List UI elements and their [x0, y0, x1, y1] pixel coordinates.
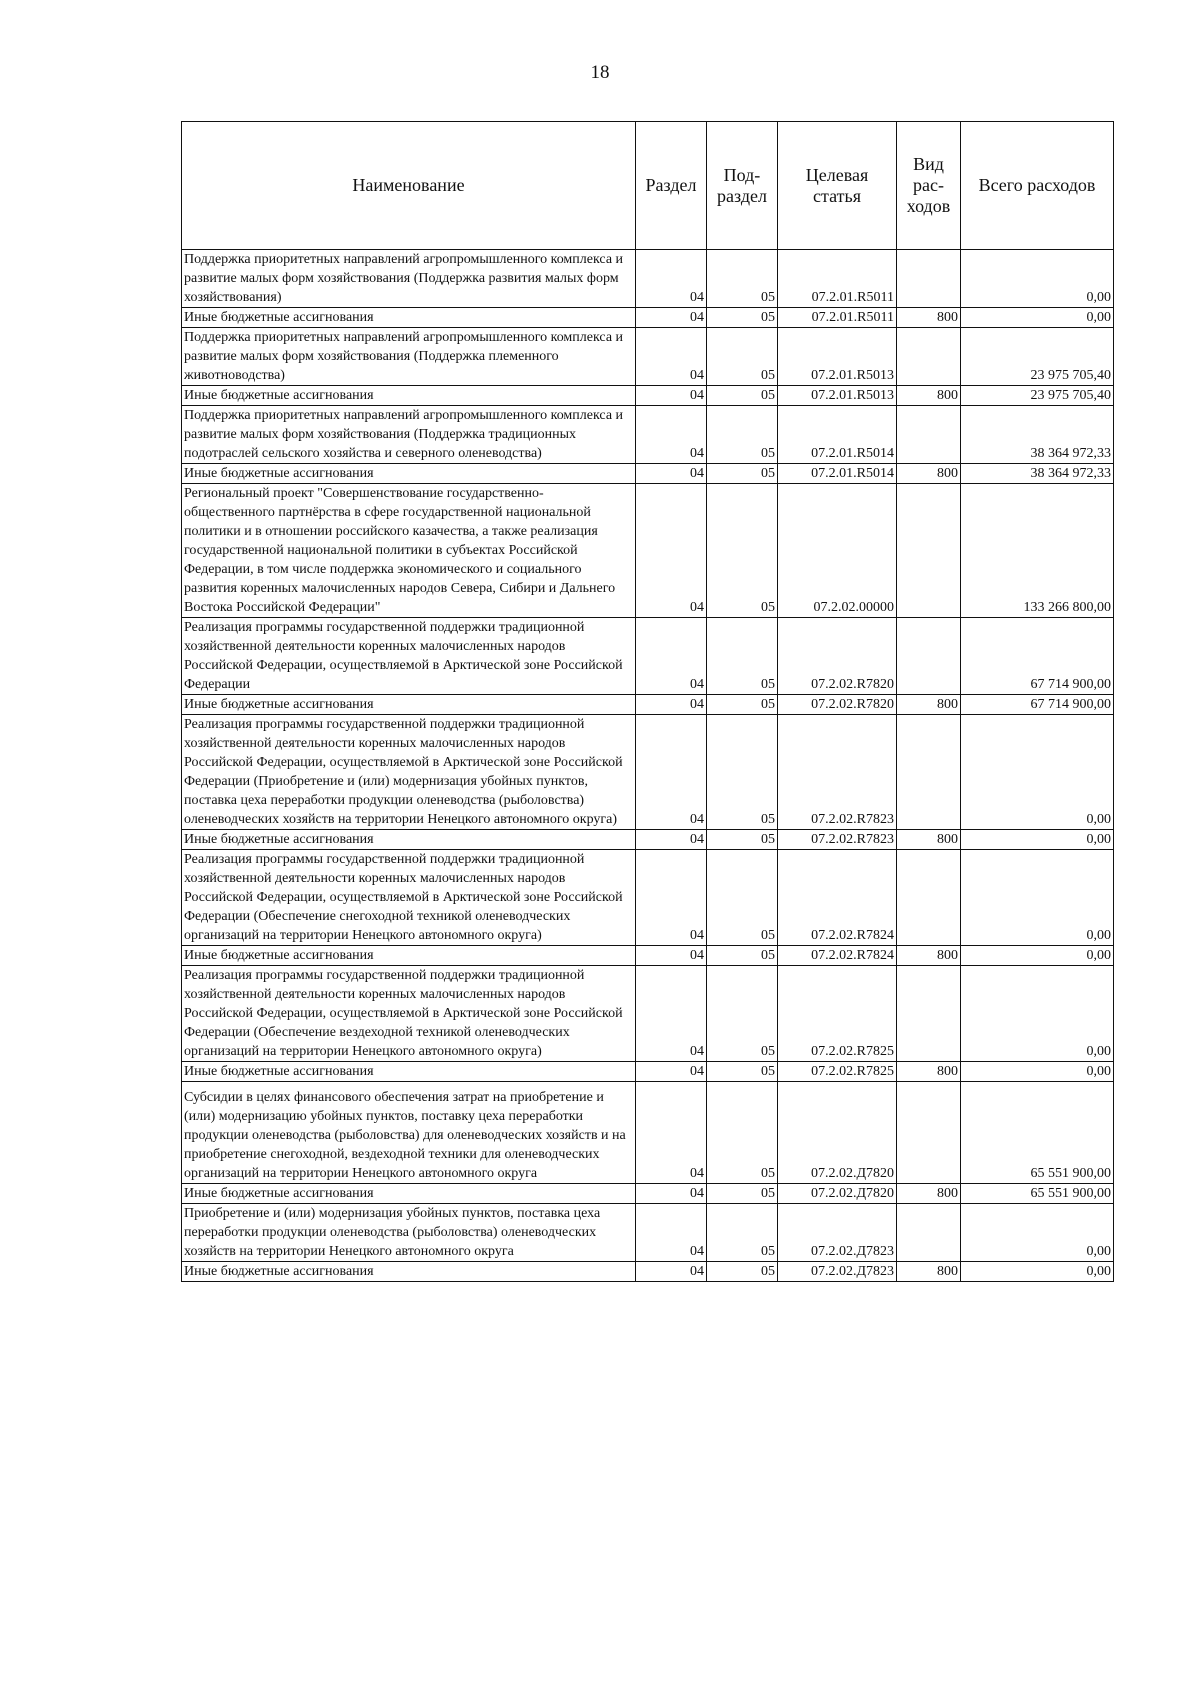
cell-subsection: 05	[707, 1204, 778, 1262]
cell-name: Иные бюджетные ассигнования	[182, 830, 636, 850]
cell-type	[897, 1204, 961, 1262]
cell-section: 04	[636, 1062, 707, 1082]
cell-name: Иные бюджетные ассигнования	[182, 695, 636, 715]
cell-total: 0,00	[961, 966, 1114, 1062]
cell-type	[897, 850, 961, 946]
cell-type: 800	[897, 464, 961, 484]
cell-name: Реализация программы государственной поддержки традиционной хозяйственной деятельности коренных малочисленных народов Российской Федерации, осуществляемой в Арктической зоне Российской Федерации (Обеспечение вездеходной техникой оленеводческих организаций на территории Ненецкого автономного округа)	[182, 966, 636, 1062]
cell-total: 0,00	[961, 946, 1114, 966]
budget-table	[181, 121, 1114, 1282]
cell-total: 23 975 705,40	[961, 386, 1114, 406]
cell-subsection: 05	[707, 1082, 778, 1184]
cell-section: 04	[636, 386, 707, 406]
cell-target: 07.2.01.R5014	[778, 464, 897, 484]
table-row	[182, 1082, 1114, 1184]
cell-type: 800	[897, 946, 961, 966]
cell-subsection: 05	[707, 484, 778, 618]
cell-name: Приобретение и (или) модернизация убойных пунктов, поставка цеха переработки продукции оленеводства (рыболовства) оленеводческих хозяйств на территории Ненецкого автономного округа	[182, 1204, 636, 1262]
table-row	[182, 464, 1114, 484]
cell-target: 07.2.02.R7824	[778, 946, 897, 966]
table-row	[182, 946, 1114, 966]
header-name: Наименование	[182, 122, 636, 250]
cell-total: 65 551 900,00	[961, 1184, 1114, 1204]
cell-total: 0,00	[961, 830, 1114, 850]
cell-total: 65 551 900,00	[961, 1082, 1114, 1184]
cell-subsection: 05	[707, 715, 778, 830]
cell-name: Иные бюджетные ассигнования	[182, 386, 636, 406]
cell-section: 04	[636, 308, 707, 328]
header-target: Целевая статья	[778, 122, 897, 250]
cell-section: 04	[636, 618, 707, 695]
cell-section: 04	[636, 484, 707, 618]
cell-name: Иные бюджетные ассигнования	[182, 1262, 636, 1282]
table-row	[182, 1184, 1114, 1204]
header-subsection: Под-раздел	[707, 122, 778, 250]
table-row	[182, 715, 1114, 830]
table-header	[182, 122, 1114, 250]
cell-name: Иные бюджетные ассигнования	[182, 946, 636, 966]
cell-section: 04	[636, 966, 707, 1062]
cell-subsection: 05	[707, 1262, 778, 1282]
cell-total: 0,00	[961, 850, 1114, 946]
cell-total: 133 266 800,00	[961, 484, 1114, 618]
table-row	[182, 1262, 1114, 1282]
cell-name: Иные бюджетные ассигнования	[182, 308, 636, 328]
cell-total: 38 364 972,33	[961, 464, 1114, 484]
cell-name: Реализация программы государственной поддержки традиционной хозяйственной деятельности коренных малочисленных народов Российской Федерации, осуществляемой в Арктической зоне Российской Федерации (Приобретение и (или) модернизация убойных пунктов, поставка цеха переработки продукции оленеводства (рыболовства) оленеводческих хозяйств на территории Ненецкого автономного округа)	[182, 715, 636, 830]
cell-target: 07.2.01.R5011	[778, 250, 897, 308]
cell-type: 800	[897, 308, 961, 328]
cell-section: 04	[636, 406, 707, 464]
cell-type: 800	[897, 1184, 961, 1204]
cell-type	[897, 715, 961, 830]
table-row	[182, 695, 1114, 715]
cell-target: 07.2.02.Д7823	[778, 1204, 897, 1262]
cell-subsection: 05	[707, 850, 778, 946]
cell-name: Иные бюджетные ассигнования	[182, 1184, 636, 1204]
cell-total: 0,00	[961, 715, 1114, 830]
cell-subsection: 05	[707, 386, 778, 406]
cell-subsection: 05	[707, 328, 778, 386]
table-row	[182, 484, 1114, 618]
cell-target: 07.2.01.R5013	[778, 386, 897, 406]
cell-subsection: 05	[707, 406, 778, 464]
cell-section: 04	[636, 1204, 707, 1262]
cell-total: 0,00	[961, 1262, 1114, 1282]
cell-target: 07.2.02.R7824	[778, 850, 897, 946]
cell-section: 04	[636, 250, 707, 308]
cell-name: Реализация программы государственной поддержки традиционной хозяйственной деятельности коренных малочисленных народов Российской Федерации, осуществляемой в Арктической зоне Российской Федерации (Обеспечение снегоходной техникой оленеводческих организаций на территории Ненецкого автономного округа)	[182, 850, 636, 946]
cell-subsection: 05	[707, 1062, 778, 1082]
cell-name: Поддержка приоритетных направлений агропромышленного комплекса и развитие малых форм хозяйствования (Поддержка традиционных подотраслей сельского хозяйства и северного оленеводства)	[182, 406, 636, 464]
table-row	[182, 406, 1114, 464]
cell-subsection: 05	[707, 830, 778, 850]
cell-section: 04	[636, 850, 707, 946]
cell-subsection: 05	[707, 618, 778, 695]
header-section: Раздел	[636, 122, 707, 250]
cell-target: 07.2.02.00000	[778, 484, 897, 618]
cell-target: 07.2.02.R7823	[778, 715, 897, 830]
cell-type: 800	[897, 386, 961, 406]
cell-name: Иные бюджетные ассигнования	[182, 464, 636, 484]
cell-name: Реализация программы государственной поддержки традиционной хозяйственной деятельности коренных малочисленных народов Российской Федерации, осуществляемой в Арктической зоне Российской Федерации	[182, 618, 636, 695]
cell-name: Субсидии в целях финансового обеспечения затрат на приобретение и (или) модернизацию убойных пунктов, поставку цеха переработки продукции оленеводства (рыболовства) для оленеводческих хозяйств и на приобретение снегоходной, вездеходной техники для оленеводческих организаций на территории Ненецкого автономного округа	[182, 1082, 636, 1184]
cell-total: 0,00	[961, 308, 1114, 328]
table-body	[182, 250, 1114, 1282]
cell-type	[897, 250, 961, 308]
cell-target: 07.2.02.R7825	[778, 1062, 897, 1082]
cell-target: 07.2.01.R5014	[778, 406, 897, 464]
table-row	[182, 618, 1114, 695]
cell-section: 04	[636, 1262, 707, 1282]
header-type: Вид рас-ходов	[897, 122, 961, 250]
cell-subsection: 05	[707, 1184, 778, 1204]
table-row	[182, 966, 1114, 1062]
cell-section: 04	[636, 1082, 707, 1184]
table-row	[182, 850, 1114, 946]
table-row	[182, 830, 1114, 850]
cell-name: Иные бюджетные ассигнования	[182, 1062, 636, 1082]
cell-type: 800	[897, 1062, 961, 1082]
cell-target: 07.2.01.R5011	[778, 308, 897, 328]
cell-target: 07.2.02.Д7820	[778, 1184, 897, 1204]
cell-target: 07.2.02.Д7823	[778, 1262, 897, 1282]
cell-target: 07.2.02.Д7820	[778, 1082, 897, 1184]
cell-section: 04	[636, 328, 707, 386]
cell-name: Поддержка приоритетных направлений агропромышленного комплекса и развитие малых форм хозяйствования (Поддержка племенного животноводства)	[182, 328, 636, 386]
page-number: 18	[590, 62, 610, 83]
cell-total: 67 714 900,00	[961, 618, 1114, 695]
cell-subsection: 05	[707, 695, 778, 715]
cell-total: 0,00	[961, 250, 1114, 308]
cell-target: 07.2.02.R7820	[778, 618, 897, 695]
cell-section: 04	[636, 464, 707, 484]
cell-total: 23 975 705,40	[961, 328, 1114, 386]
table-row	[182, 328, 1114, 386]
cell-type: 800	[897, 1262, 961, 1282]
cell-total: 38 364 972,33	[961, 406, 1114, 464]
cell-subsection: 05	[707, 966, 778, 1062]
cell-subsection: 05	[707, 464, 778, 484]
cell-type	[897, 618, 961, 695]
cell-section: 04	[636, 695, 707, 715]
table-row	[182, 1062, 1114, 1082]
table-row	[182, 1204, 1114, 1262]
cell-subsection: 05	[707, 308, 778, 328]
cell-target: 07.2.02.R7823	[778, 830, 897, 850]
table-row	[182, 308, 1114, 328]
cell-type	[897, 966, 961, 1062]
cell-target: 07.2.02.R7825	[778, 966, 897, 1062]
cell-type	[897, 484, 961, 618]
cell-name: Поддержка приоритетных направлений агропромышленного комплекса и развитие малых форм хозяйствования (Поддержка развития малых форм хозяйствования)	[182, 250, 636, 308]
cell-type: 800	[897, 695, 961, 715]
cell-type: 800	[897, 830, 961, 850]
cell-target: 07.2.02.R7820	[778, 695, 897, 715]
table-row	[182, 386, 1114, 406]
cell-type	[897, 1082, 961, 1184]
cell-section: 04	[636, 715, 707, 830]
cell-subsection: 05	[707, 946, 778, 966]
cell-type	[897, 406, 961, 464]
cell-section: 04	[636, 946, 707, 966]
header-total: Всего расходов	[961, 122, 1114, 250]
cell-type	[897, 328, 961, 386]
cell-name: Региональный проект "Совершенствование государственно-общественного партнёрства в сфере государственной национальной политики и в отношении российского казачества, а также реализация государственной национальной политики в субъектах Российской Федерации, в том числе поддержка экономического и социального развития коренных малочисленных народов Севера, Сибири и Дальнего Востока Российской Федерации"	[182, 484, 636, 618]
cell-total: 0,00	[961, 1062, 1114, 1082]
cell-subsection: 05	[707, 250, 778, 308]
cell-section: 04	[636, 830, 707, 850]
cell-total: 67 714 900,00	[961, 695, 1114, 715]
cell-target: 07.2.01.R5013	[778, 328, 897, 386]
cell-total: 0,00	[961, 1204, 1114, 1262]
cell-section: 04	[636, 1184, 707, 1204]
table-row	[182, 250, 1114, 308]
